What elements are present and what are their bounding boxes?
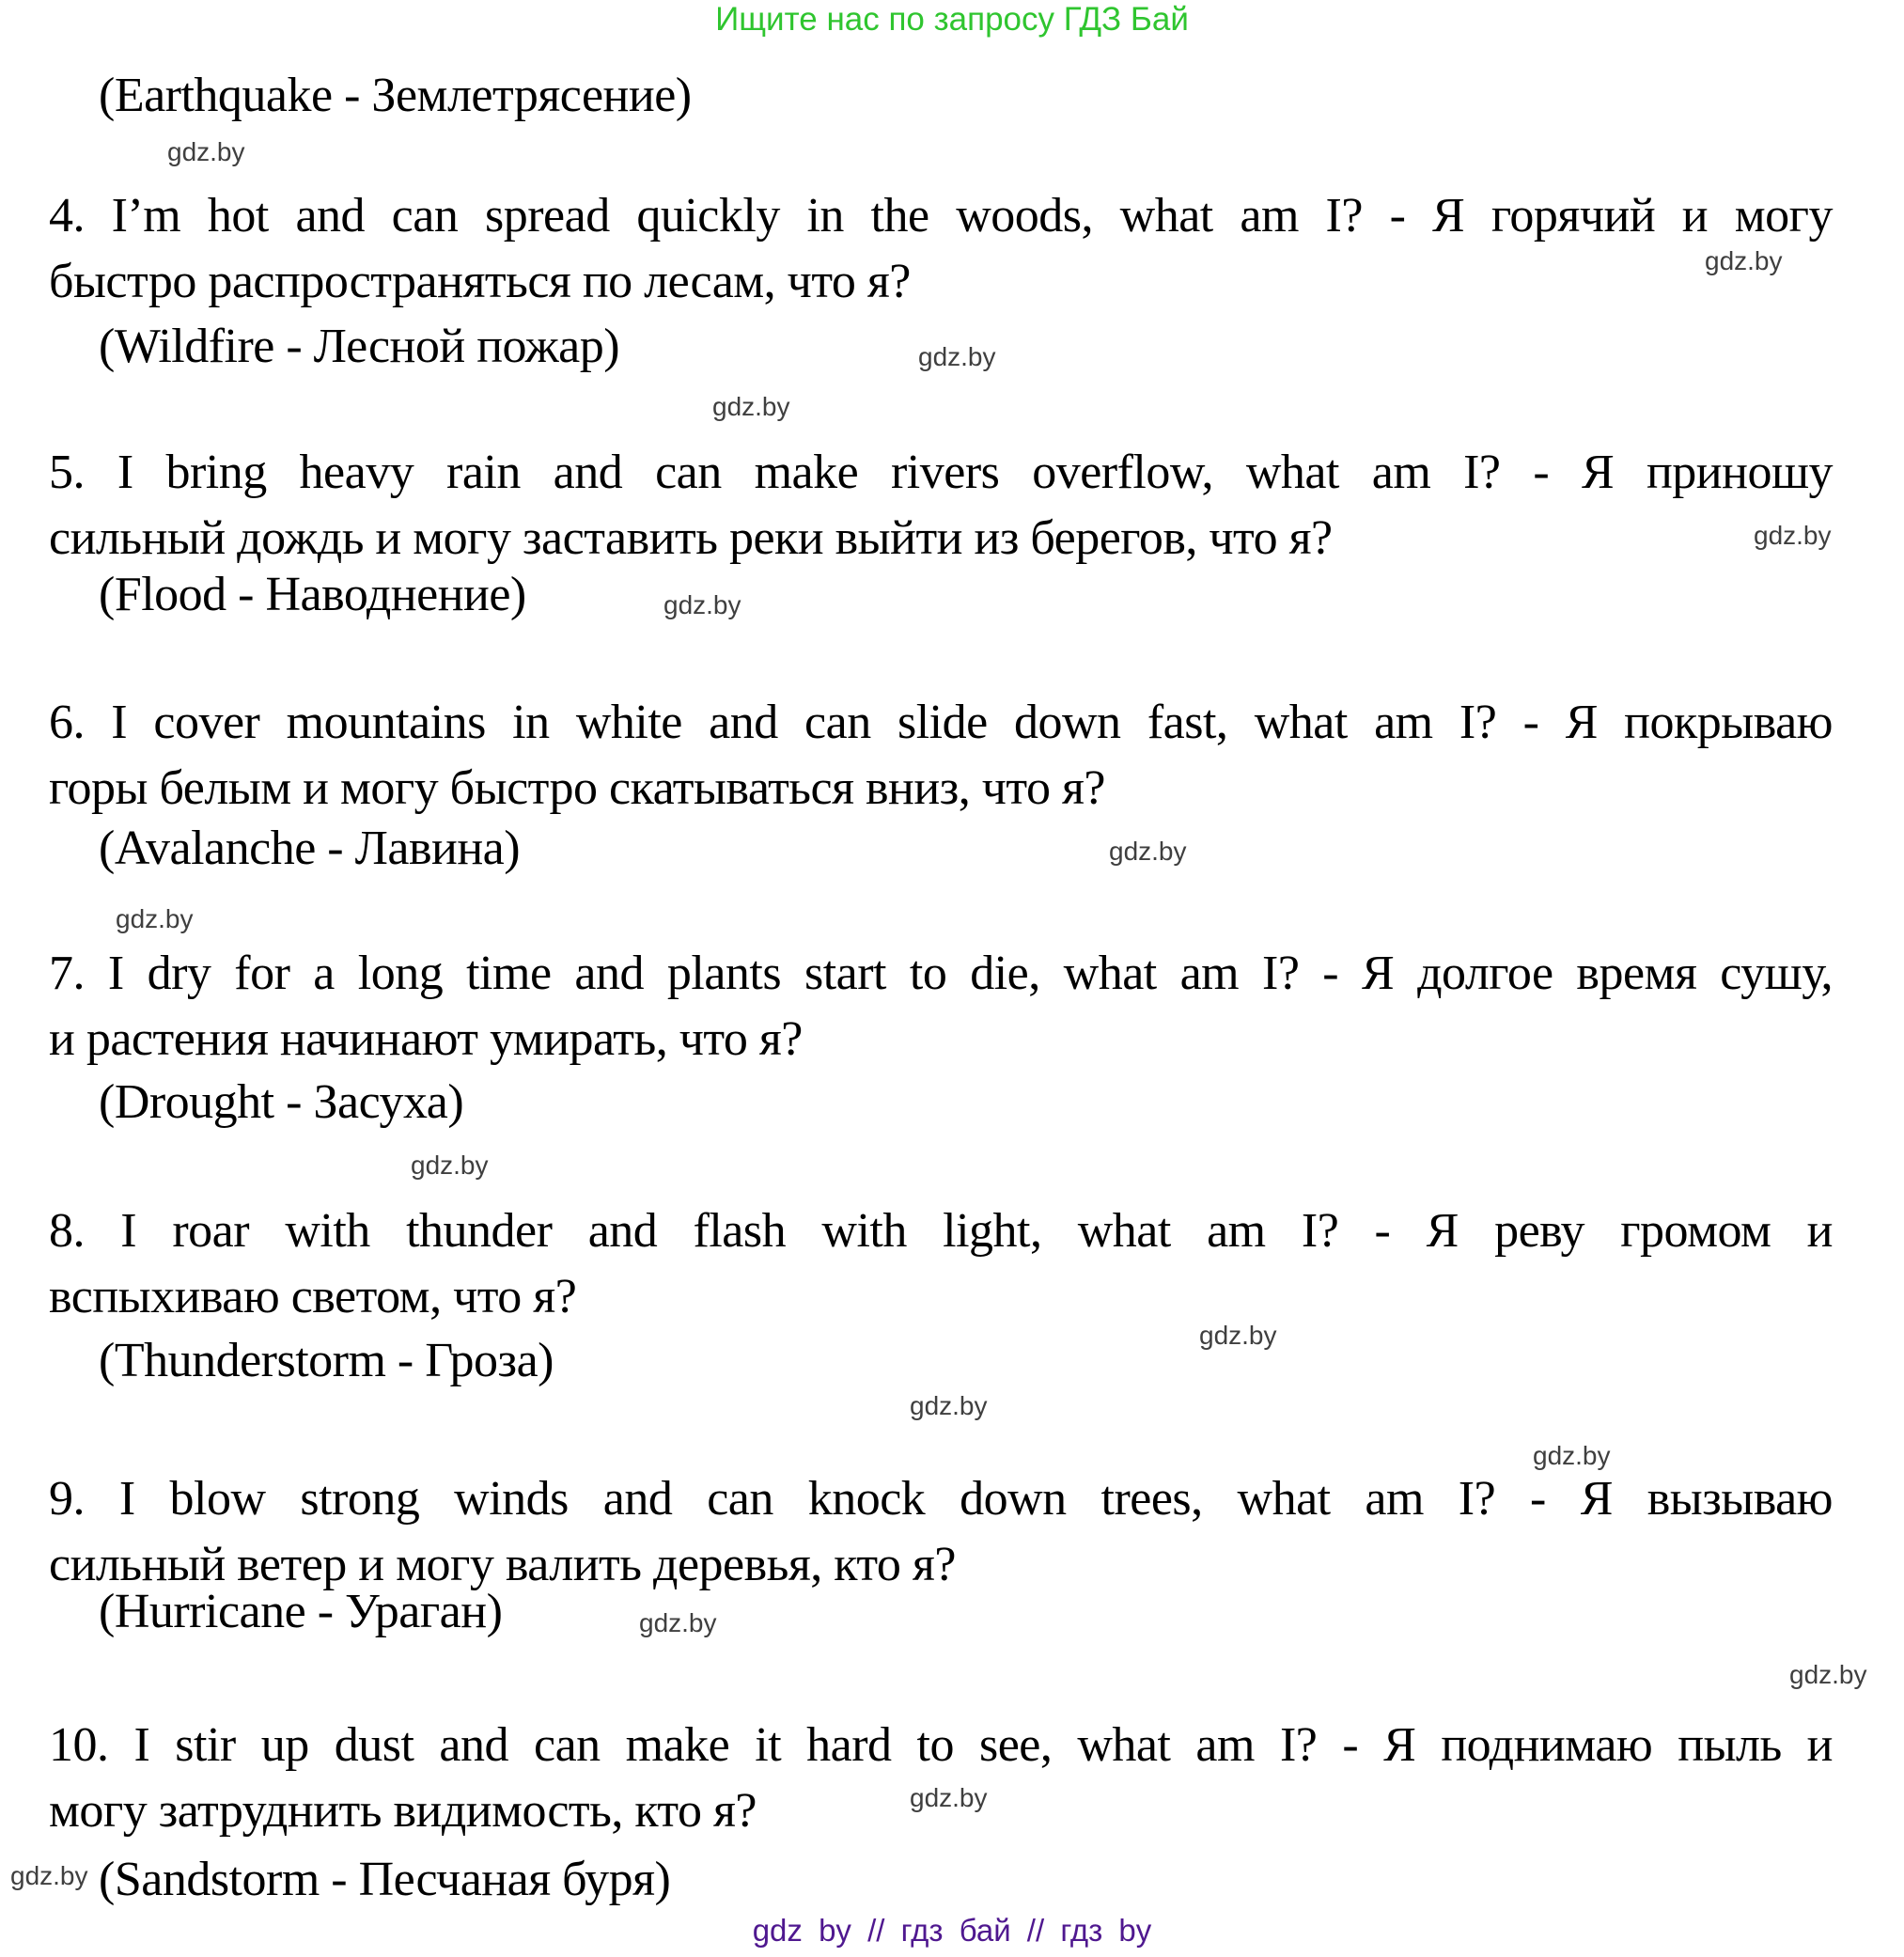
riddle-item-6 xyxy=(49,690,1833,822)
gdz-watermark: gdz.by xyxy=(1199,1321,1277,1350)
riddle-9-line-2: сильный ветер и могу валить деревья, кто я? xyxy=(49,1538,956,1591)
gdz-watermark: gdz.by xyxy=(918,342,996,371)
riddle-9-line-1: 9. I blow strong winds and can knock down trees, what am I? - Я вызываю xyxy=(49,1472,1833,1526)
riddle-item-9 xyxy=(49,1466,1833,1598)
riddle-item-5 xyxy=(49,440,1833,571)
gdz-watermark: gdz.by xyxy=(1789,1660,1867,1689)
riddle-6-line-1: 6. I cover mountains in white and can slide down fast, what am I? - Я покрываю xyxy=(49,696,1833,749)
riddle-4-line-2: быстро распространяться по лесам, что я? xyxy=(49,255,911,308)
gdz-watermark: gdz.by xyxy=(10,1861,88,1890)
riddle-8-line-2: вспыхиваю светом, что я? xyxy=(49,1270,577,1323)
riddle-item-7 xyxy=(49,941,1833,1072)
answer-flood: (Flood - Наводнение) xyxy=(99,568,526,621)
riddle-5-line-2: сильный дождь и могу заставить реки выйти из берегов, что я? xyxy=(49,511,1333,565)
answer-avalanche: (Avalanche - Лавина) xyxy=(99,822,521,875)
riddle-10-line-2: могу затруднить видимость, кто я? xyxy=(49,1784,757,1838)
gdz-watermark: gdz.by xyxy=(910,1783,988,1812)
answer-wildfire: (Wildfire - Лесной пожар) xyxy=(99,320,620,373)
riddle-6-line-2: горы белым и могу быстро скатываться вниз, что я? xyxy=(49,761,1105,815)
gdz-watermark: gdz.by xyxy=(1754,521,1832,550)
gdz-watermark: gdz.by xyxy=(712,392,790,421)
site-footer-text: gdz by // гдз бай // гдз by xyxy=(752,1913,1152,1948)
gdz-watermark: gdz.by xyxy=(910,1391,988,1420)
answer-thunderstorm: (Thunderstorm - Гроза) xyxy=(99,1334,554,1387)
riddle-item-10 xyxy=(49,1713,1833,1844)
answer-sandstorm: (Sandstorm - Песчаная буря) xyxy=(99,1853,671,1906)
answer-earthquake: (Earthquake - Землетрясение) xyxy=(99,69,692,122)
gdz-watermark: gdz.by xyxy=(1533,1441,1611,1470)
answer-hurricane: (Hurricane - Ураган) xyxy=(99,1585,503,1638)
gdz-watermark: gdz.by xyxy=(411,1151,489,1180)
gdz-watermark: gdz.by xyxy=(116,904,194,933)
riddle-8-line-1: 8. I roar with thunder and flash with light, what am I? - Я реву громом и xyxy=(49,1204,1833,1258)
answer-drought: (Drought - Засуха) xyxy=(99,1075,464,1129)
riddle-item-4 xyxy=(49,183,1833,315)
riddle-5-line-1: 5. I bring heavy rain and can make rivers overflow, what am I? - Я приношу xyxy=(49,446,1833,499)
gdz-watermark: gdz.by xyxy=(167,137,245,166)
riddle-10-line-1: 10. I stir up dust and can make it hard to see, what am I? - Я поднимаю пыль и xyxy=(49,1718,1833,1772)
gdz-watermark: gdz.by xyxy=(639,1608,717,1637)
gdz-watermark: gdz.by xyxy=(1109,837,1187,866)
gdz-watermark: gdz.by xyxy=(663,590,741,619)
riddle-7-line-2: и растения начинают умирать, что я? xyxy=(49,1012,803,1066)
riddle-4-line-1: 4. I’m hot and can spread quickly in the woods, what am I? - Я горячий и могу xyxy=(49,189,1833,243)
riddle-7-line-1: 7. I dry for a long time and plants start to die, what am I? - Я долгое время сушу, xyxy=(49,947,1833,1000)
gdz-watermark: gdz.by xyxy=(1705,246,1783,275)
promo-header-text: Ищите нас по запросу ГДЗ Бай xyxy=(715,1,1189,38)
riddle-item-8 xyxy=(49,1198,1833,1330)
